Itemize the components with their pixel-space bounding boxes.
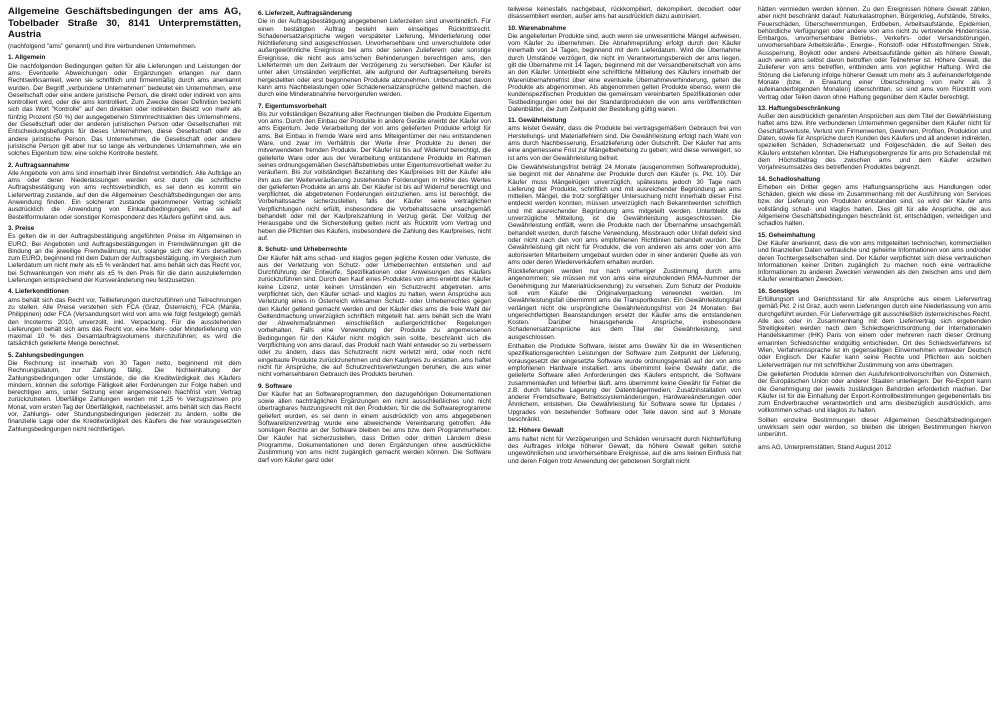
section [258, 103, 491, 243]
section-paragraph: Enthalten die Produkte Software, leistet ams Gewähr für die im Wesentlichen spezifikationsgerechten Leistungen der Software zum Zeitpunkt der Lieferung, vorausgesetzt der eingesetzte Software wurde ordnungsgemäß auf der von ams empfohlenen Hardware installiert. ams übernimmt keine Gewähr dafür, die gelieferte Software allen Anforderungen des Käufers entspricht, die Software zusammenlaufen und fehlerfrei läuft. ams übernimmt keine Gewähr für Fehler die z.B. durch falsche Lagerung der Datenträgermedien, Zusatzinstallation von anderer Fremdsoftware, Betriebssystemänderungen, Hardwareänderungen oder Ähnlichem, entstehen. Die Gewährleistung für Software sowie für Updates / Upgrades von bestehender Software oder Teile davon sind auf 3 Monate beschränkt. [508, 343, 741, 424]
section-heading: 16. Sonstiges [758, 287, 800, 295]
section-paragraph: Außer den ausdrücklich genannten Ansprüchen aus dem Titel der Gewährleistung haftet ams bzw. ihre verbundenen Unternehmen gegenüber dem Käufer nicht für Geschäftsverluste, Verlust von Firmenwerten, Gewinnen, Profiten, Produktion und Daten, sowie für Ansprüche durch Kunden des Käufers und all anderen indirekten, speziellen Schäden, Schadenersatz und Folgeschäden, die auf Seiten des Käufers entstehen könnten. Die Haftungsobergrenze für ams pro Schadensfall mit dem Höchstbetrag des zwischen ams und dem Käufer erzielten Vorjahresumsatzes des betreffenden Produktes begrenzt. [758, 113, 991, 172]
section-heading: 14. Schadloshaltung [758, 175, 821, 183]
document-subtitle: (nachfolgend "ams" genannt) und ihre verbundenen Unternehmen. [8, 43, 197, 51]
section-paragraph: ams leistet Gewähr, dass die Produkte bei vertragsgemäßem Gebrauch frei von Herstellungs- und Materialfehlern sind. Die Gewährleistung erfolgt nach Wahl von ams durch Nachbesserung, Ersatzlieferung oder Gutschrift. Der Käufer hat ams eine angemessene Frist zur Mängelbehebung zu geben; wird diese verweigert, so ist ams von der Gewährleistung befreit. [508, 125, 741, 162]
section-paragraph: Bis zur vollständigen Bezahlung aller Rechnungen bleiben die Produkte Eigentum von ams. Durch den Einbau der Produkte in andere Geräte erwirbt der Käufer von ams Eigentum. Jede Verarbeitung der von ams gelieferten Produkte erfolgt für ams. Bei Einbau in fremde Ware wird ams Miteigentümer der neu entstandenen Ware, und zwar im Verhältnis der Werte ihrer Produkte zu denen der mitverwendeten fremden Produkte. Der Käufer ist bis auf Widerruf berechtigt, die gelieferte Ware oder aus der Verarbeitung entstandene Produkte im Rahmen seines ordnungsgemäßen Geschäftsbetriebes unter Eigentumsvorbehalt weiter zu veräußern. Bis zur vollständigen Bezahlung des Kaufpreises tritt der Käufer alle ihm aus der Weiterveräußerung zustehenden Forderungen in Höhe des Wertes der gelieferten Produkte an ams ab. Der Käufer ist bis auf Widerruf berechtigt und verpflichtet, die abgetretenen Forderungen einzuziehen. ams ist berechtigt, die Vorbehaltssache sicherzustellen, falls der Käufer seine vertraglichen Verpflichtungen nicht erfüllt, insbesondere die Vorbehaltssache unsachgemäß behandelt oder mit der Kaufpreiszahlung in Verzug gerät. Der Vollzug der Herausgabe und die Sicherstellung gelten nicht als Rücktritt vom Vertrag und heben die Pflichten des Käufers, insbesondere die Zahlung des Kaufpreises, nicht auf. [258, 110, 491, 242]
section-paragraph: ams behält sich das Recht vor, Teillieferungen durchzuführen und Teilrechnungen zu stellen. Alle Preise verstehen sich FCA (Graz, Österreich), FCA (Manila, Philippinen) oder FCA (Versandungsort wird von ams wie folgt festgelegt) gemäß den Incoterms 2010, unverzollt, inkl. Verpackung. Für die ausstehenden Lieferungen behält sich ams das Recht vor, eine Mehr- oder Minderlieferung von maximal 10 % des Gesamtauftragsvolumens durchzuführen; es wird die tatsächlich gelieferte Menge berechnet. [8, 296, 241, 348]
section [8, 352, 241, 433]
section-paragraph: Sollten einzelne Bestimmungen dieser Allgemeinen Geschäftsbedingungen unwirksam sein oder werden, so bleiben die übrigen Bestimmungen hiervon unberührt. [758, 416, 991, 439]
column-2 [258, 6, 491, 701]
section-paragraph: Die Rechnung ist innerhalb von 30 Tagen netto, beginnend mit dem Rechnungsdatum, zur Zahlung fällig. Die Nichteinhaltung der Zahlungsbedingungen oder Umstände, die die Kreditwürdigkeit des Käufers mindern, können die sofortige Fälligkeit aller Forderungen zur Folge haben und berechtigen ams, unter Setzung einer angemessenen Nachfrist vom Vertrag zurückzutreten. Überfällige Zahlungen werden mit 1,25 % Verzugszinsen pro Monat, vom ersten Tag der Überfälligkeit, nachbelastet. ams behält sich das Recht vor, Zahlungs- oder Stundungsbedingungen jederzeit zu ändern, sollte die finanzielle Lage oder die Kreditwürdigkeit des Käufers die hier vorausgesetzten Zahlungsbedingungen nicht rechtfertigen. [8, 359, 241, 433]
section [758, 288, 991, 439]
section-heading: 13. Haftungsbeschränkung [758, 104, 841, 112]
section-paragraph: Die gelieferten Produkte können den Ausfuhrkontrollvorschriften von Österreich, der Europäischen Union oder anderer Staaten unterliegen. Der Re-Export kann die Genehmigung der jeweils zuständigen Behörden erforderlich machen. Der Käufer ist für die Einhaltung der Export-Kontrollbestimmungen gegebenenfalls bis zum Endverbraucher verantwortlich und ams diesbezüglich ausdrücklich, ams vollkommen schad- und klaglos zu halten. [758, 370, 991, 415]
section [508, 117, 741, 423]
document-footer: ams AG, Unterpremstätten, Stand August 2012 [758, 443, 892, 451]
section-paragraph: Alle Angebote von ams sind innerhalb ihrer Bindefrist verbindlich. Alle Aufträge an ams oder deren Niederlassungen werden erst durch die schriftliche Auftragsbestätigung von ams rechtsverbindlich, es sei denn es kommt ein Liefervertrag zustande, auf den die Allgemeinen Geschäftsbedingungen der ams Anwendung finden. Ein solcherart zustande gekommener Vertrag schließt ausdrücklich die Anwendung von Einkaufsbedingungen, wie sie auf Bestellformularen oder sonstiger Korrespondenz des Käufers geführt sind, aus. [8, 169, 241, 221]
column-1 [8, 6, 241, 701]
section-heading: 11. Gewährleistung [508, 117, 567, 125]
section-paragraph: Es gelten die in der Auftragsbestätigung angeführten Preise im Allgemeinen in EURO. Bei Angeboten und Auftragsbestätigungen in Fremdwährungen gilt die Bindung an die jeweilige Fremdwährung nur, solange sich der Kurs derselben zum EURO, beginnend mit dem Datum der Auftragsbestätigung, im Vergleich zum Lieferdatum um nicht mehr als ±5 % verändert hat. ams behält sich das Recht vor, bei Schwankungen von mehr als ±5 % den Preis für die dann auszuliefernden Lieferungen entsprechend der Kursveränderung neu festzusetzen. [8, 233, 241, 285]
section-heading: 7. Eigentumsvorbehalt [258, 102, 327, 110]
section [758, 176, 991, 228]
section-paragraph: Erfüllungsort und Gerichtsstand für alle Ansprüche aus einem Liefervertrag gemäß Pkt. 2 ist Graz, auch wenn Lieferungen durch eine Niederlassung von ams durchgeführt wurden. Für Lieferverträge gilt ausschließlich österreichisches Recht. Alle aus oder in Zusammenhang mit dem Liefervertrag sich ergebenden Streitigkeiten werden nach dem Schiedsgerichtsordnung der Internationalen Handelskammer (IHK) Paris von einem oder mehreren nach dieser Ordnung ernannten Schiedsrichter endgültig entschieden. Ort des Schiedsverfahrens ist Wien, Verfahrenssprache ist im gegenseitigen Einvernehmen entweder Deutsch oder Englisch. Der Käufer kann seine Rechte und Pflichten aus solchen Lieferverträgen nur mit schriftlicher Zustimmung von ams übertragen. [758, 295, 992, 369]
section-heading: 3. Preise [8, 224, 35, 232]
section [8, 162, 241, 221]
section-heading: 12. Höhere Gewalt [508, 427, 564, 435]
section-heading: 9. Software [258, 382, 293, 390]
section [258, 10, 491, 99]
document-title: Allgemeine Geschäftsbedingungen der ams AG, Tobelbader Straße 30, 8141 Unterpremstätten, Austria [8, 6, 241, 41]
section-paragraph: Der Käufer hält ams schad- und klaglos gegen jegliche Kosten oder Verluste, die aus der Verletzung von Schutz- oder Urheberrechten entstehen und auf Durchführung der Entwürfe, Spezifikationen oder Anweisungen des Käufers zurückzuführen sind. Durch den Kauf eines Produktes von ams erwirbt der Käufer keine Lizenz, unter keinen Umständen ein Schutzrecht abgetreten. ams verpflichtet sich, den Käufer schad- und klaglos zu halten, wenn Ansprüche aus Verletzung eines in Österreich wirksamen Schutz- oder Urheberrechtes gegen den Käufer geltend gemacht werden und der Käufer dies ams die freie Wahl der Geltendmachung unverzüglich schriftlich mitgeteilt hat. ams behält sich die Wahl der Abwehrmaßnahmen einschließlich außergerichtlicher Regelungen vorbehalten. Falls eine Verwendung der Produkte zu angemessenen Bedingungen für den Käufer nicht möglich sein sollte, beschränkt sich die Verpflichtung von ams darauf, das Produkt nach Wahl entweder so zu verbessern oder zu ändern, dass das Schutzrecht nicht verletzt wird, oder noch nicht eingebaute Produkte zurückzunehmen und den Kaufpreis zu erstatten. ams haftet nicht für Ansprüche, die auf Schutzrechtsverletzungen beruhen, die aus einer nicht vorhersehbaren Gebrauch des Produkts beruhen. [258, 254, 491, 379]
section [758, 105, 991, 172]
section-heading: 6. Lieferzeit, Auftragsänderung [258, 10, 352, 17]
section-heading: 1. Allgemein [8, 54, 46, 62]
section-heading: 15. Geheimhaltung [758, 231, 816, 239]
section-continuation [758, 6, 991, 101]
section-paragraph: Die angelieferten Produkte sind, auch wenn sie unwesentliche Mängel aufweisen, vom Käufer zu übernehmen. Die Abnahmeprüfung erfolgt durch den Käufer innerhalb von 14 Tagen, beginnend mit dem Lieferdatum. Wird die Übernahme durch Umstände verzögert, die nicht im Verantwortungsbereich der ams liegen, gilt die Übernahme mit 14 Tagen, beginnend mit der Versandbereitschaft von ams an den Käufer. Unterbleibt eine schriftliche Mitteilung des Käufers innerhalb der Warenübernahmefrist über eine eventuelle Übernahmeverhinderung, gelten die Produkte als abgenommen. Als abgenommen gelten Produkte ebenso, wenn die kundenspezifischen Produkten die gemeinsam vereinbarten Spezifikationen oder Testbedingungen oder bei der Standardprodukten die von ams veröffentlichten Datenblätter, die zum Zeitpunkt der Bestellung gültig waren. [508, 32, 741, 113]
section [508, 427, 741, 464]
column-4 [758, 6, 991, 701]
section-continuation [508, 6, 741, 21]
section-heading: 2. Auftragsannahme [8, 161, 70, 169]
section-heading: 5. Zahlungsbedingungen [8, 351, 84, 359]
section [8, 288, 241, 347]
section-heading: 8. Schutz- und Urheberrechte [258, 246, 348, 254]
section-paragraph: Der Käufer anerkennt, dass die von ams mitgeteilten technischen, kommerziellen und finanziellen Daten vertrauliche und geheime Informationen von ams und/oder deren Tochtergesellschaften sind. Der Käufer verpflichtet sich diese vertraulichen Informationen keiner Dritten zugänglich zu machen noch eine vertrauliche Informationen zu anderen Zwecken verwenden als den zwischen ams und dem Käufer vereinbarten Zwecken. [758, 239, 991, 284]
section-paragraph: hätten vermieden werden können. Zu den Ereignissen höhere Gewalt zählen, aber nicht beschränkt darauf: Naturkatastrophen, Bürgerkrieg, Aufstände, Streiks, Feuerschäden, Überschwemmungen, Erdbeben, Arbeitsaufstände, Epidemien, behördliche Verfügungen oder andere von ams nicht zu vertretende Hindernisse, Embargos, unvorhersehbare Betriebs-, Verkehrs- oder Versandstörungen, unvorhersehbare Arbeitskräfte-, Energie-, Rohstoff- oder Hilfsstoffmengen. Streik, Aussperrung, Boykott oder andere Arbeitsaufstände gelten als höhere Gewalt, auch wenn ams selbst davon betroffen oder Teilnehmer ist. Höhere Gewalt, die Zulieferer von ams betreffen, entbinden ams von jeglicher Haftung. Wird die Störung die Lieferung infolge höherer Gewalt um mehr als 3 aufeinanderfolgende Monate (bzw. in Erwartung einer Überschreitung von mehr als 3 aufeinanderfolgenden Monaten) überschritten, so sind ams vom Rücktritt vom Vertrag oder Teilen davon ohne Haftung gegenüber dem Käufer berechtigt. [758, 6, 991, 101]
section-paragraph: Der Käufer hat an Softwareprogrammen, den dazugehörigen Dokumentationen sowie allen nachträglichen Ergänzungen ein nicht ausschließliches und nicht übertragbares Nutzungsrecht mit den Produkten, für die die Softwareprogramme geliefert wurden, es sei denn in einem ausdrücklich von ams abgegebenen Softwarelizenzvertrag wurde eine abweichende Vereinbarung getroffen. Alle sonstigen Rechte an der Software bleiben bei ams bzw. dem Programmurheber. Der Käufer hat sicherzustellen, dass Dritten oder dritten Ländern diese Programme, Dokumentationen und deren Ergänzungen ohne ausdrückliche Zustimmung von ams nicht zugänglich gemacht werden können. Die Software darf vom Käufer ganz oder [258, 390, 491, 464]
section [258, 383, 491, 464]
section [8, 225, 241, 284]
section-paragraph: teilweise keinesfalls nachgebaut, rückkompiliert, dekompiliert, decodiert oder disassembliert werden, außer ams hat ausdrücklich dazu autorisiert. [508, 6, 741, 21]
section-heading: 10. Warenabnahme [508, 24, 567, 32]
section-paragraph: Die nachfolgenden Bedingungen gelten für alle Lieferungen und Leistungen der ams. Eventuelle Abweichungen oder Ergänzungen erlangen nur dann Rechtswirksamkeit, wenn sie schriftlich und firmenmäßig durch ams anerkannt wurden. Der Begriff „verbundene Unternehmen" bedeutet ein Unternehmen, eine Gesellschaft oder eine andere juristische Person, die direkt oder indirekt von ams kontrolliert wird, oder die ams kontrolliert. Zum Zwecke dieser Definition bezieht sich das Wort "Kontrolle" auf den direkten oder indirekten Besitz von mehr als fünfzig Prozent (50 %) der ausgegebenen Stimmrechtsaktien des Unternehmens, der Gesellschaft oder der anderen juristischen Person oder Gesellschaften mit Entscheidungsbefugnis für dieses Unternehmen, diese Gesellschaft oder die andere juristische Person. Das Unternehmen, die Gesellschaft oder andere juristische Person gilt aber nur so lange als verbundenes Unternehmen, wie ein solches Eigentum bzw. eine solche Kontrolle besteht. [8, 62, 241, 158]
section-paragraph: Die Gewährleistungsfrist beträgt 24 Monate (ausgenommen Softwareprodukte), sie beginnt mit der Abnahme der Produkte durch den Käufer (s. Pkt. 10). Der Käufer muss Mängelrügen unverzüglich, spätestens jedoch 30 Tage nach Lieferung der Produkte, schriftlich und mit ausreichender Begründung an ams mitteilen. Mängel, die trotz sorgfältiger Untersuchung nicht innerhalb dieser Frist entdeckt werden konnten, müssen unverzüglich nach Bekanntwerden schriftlich und mit ausreichender Begründung ams mitgeteilt werden. Unterbleibt die unverzügliche Mitteilung, ist die Gewährleistung ausgeschlossen. Die Gewährleistung entfällt, wenn die Produkte nach der Übernahme unsachgemäß behandelt wurden, durch falsche Verwendung, Missbrauch oder Unfall defekt sind oder nicht nach den von ams empfohlenen Richtlinien behandelt wurden. Die Gewährleistung gilt nicht für Produkte, die von anderen als ams oder von ams autorisierten Mitarbeitern umgebaut wurden oder in einer anderen Quelle als von ams oder deren Wiederverkäufern erhalten wurden. [508, 163, 741, 266]
section [758, 232, 991, 284]
section [258, 246, 491, 378]
section [8, 54, 241, 157]
section-paragraph: Erheben ein Dritter gegen ams Haftungsansprüche aus Handlungen oder Schäden, gleich wie diese im Zusammenhang mit der Ausführung von Services bzw. der Lieferung von Produkten entstanden sind, so wird der Käufer ams vollständig schad- und klaglos halten. Dies gilt für alle Ansprüche, die aus Allgemeine Geschäftsbedingungen beschränkt ist, entschädigen, verteidigen und schadlos halten. [758, 183, 991, 228]
column-3 [508, 6, 741, 701]
section-paragraph: Die in der Auftragsbestätigung angegebenen Lieferzeiten sind unverbindlich. Für einen bestätigten Auftrag besteht kein einseitiges Rücktrittsrecht. Schadenersatzansprüche wegen verspäteter Lieferung, Minderlieferung oder Nichtlieferung sind ausgeschlossen. Unvorhersehbare und unverschuldete oder außergewöhnliche Ereignisse bei ams oder seinen Zulieferern oder sonstige Ereignisse, die nicht aus ams'schen Behinderungen berechtigen ams, den Liefertermin um den Zeitraum der Verzögerung zu verschieben. Der Käufer ist unter allen Umständen verpflichtet, alle aufgrund der Auftragserteilung bereits hergestellten oder erst begonnenen Produkte abzunehmen. Unbeschadet davon kann ams Nachbelastungen oder Schadenersatzansprüche geltend machen, die durch eine Minderabnahme hervorgerufen werden. [258, 18, 491, 99]
section-paragraph: Rücklieferungen werden nur nach vorheriger Zustimmung durch ams angenommen; sie müssen mit von ams eine einzuholenden RMA-Nummer der Genehmigung zur Materialrücksendung) zu versehen. Zum Schutz der Produkte soll vom Käufer die Originalverpackung verwendet werden. Im Gewährleistungsfall übernimmt ams die Transportkosten. Ein Gewährleistungsfall verlängert nicht die ursprüngliche Gewährleistungsfrist von 24 Monaten. Bei ungerechtfertigten Beanstandungen ersetzt der Käufer ams die entstandenen Kosten. Darüber hinausgehende Ansprüche, insbesondere Schadenersatzansprüche aus dem Titel der Gewährleistung, sind ausgeschlossen. [508, 268, 741, 341]
section-heading: 4. Lieferkonditionen [8, 288, 69, 296]
section-paragraph: ams haftet nicht für Verzögerungen und Schäden verursacht durch Nichterfüllung des Auftrages infolge höherer Gewalt, da höhere Gewalt gelten solche ungewöhnlichen und unvorhersehbare Ereignisse, auf die ams keinen Einfluss hat und deren Folgen trotz Anwendung der gebotenen Sorgfalt nicht [508, 435, 741, 465]
section [508, 25, 741, 114]
document-header [8, 6, 241, 50]
